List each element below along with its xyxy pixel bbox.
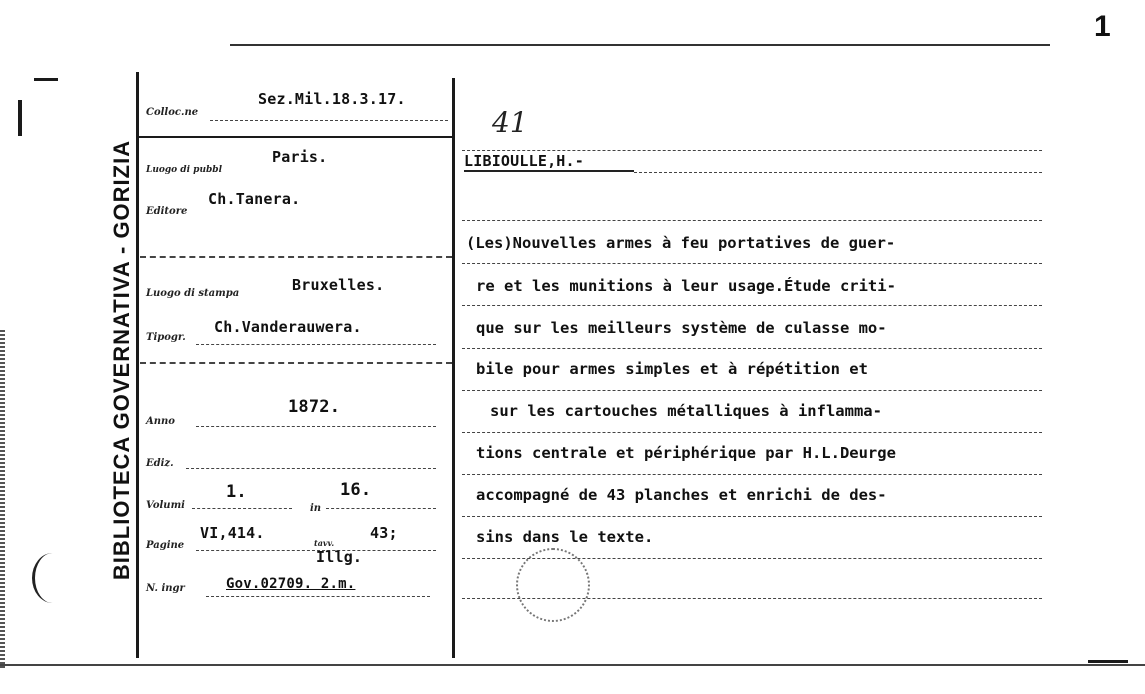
editore-label: Editore [146,206,188,217]
author-heading: LIBIOULLE,H.- [464,152,584,170]
left-bracket-mark [18,100,22,136]
title-line: accompagné de 43 planches et enrichi de des- [476,486,887,504]
title-line: (Les)Nouvelles armes à feu portatives de guer- [466,234,896,252]
title-line: bile pour armes simples et à répétition et [476,360,868,378]
pagine-value: VI,414. [200,524,265,542]
right-rule-11 [462,598,1042,599]
tipogr-label: Tipogr. [146,332,186,343]
right-rule-3 [462,263,1042,264]
bottom-edge-line [0,664,1145,666]
colloc-underline [210,120,448,121]
right-rule-7 [462,432,1042,433]
right-rule-1 [634,172,1042,173]
right-rule-6 [462,390,1042,391]
luogo-pubbl-label: Luogo di pubbl [146,165,222,175]
in-underline [326,508,436,509]
ediz-label: Ediz. [146,458,174,469]
title-line: sins dans le texte. [476,528,654,546]
editore-value: Ch.Tanera. [208,190,301,208]
luogo-stampa-value: Bruxelles. [292,276,385,294]
right-rule-4 [462,305,1042,306]
colloc-label: Colloc.ne [146,107,199,118]
title-line: re et les munitions à leur usage.Étude criti- [476,277,896,295]
anno-underline [196,426,436,427]
author-underline [464,170,634,172]
card-number: 41 [492,106,528,139]
left-margin-line [136,72,139,658]
n-ingr-value: Gov.02709. 2.m. [226,576,356,592]
right-rule-0 [462,150,1042,151]
top-edge-mark [34,78,58,81]
volumi-underline [192,508,292,509]
illustrations-value: Illg. [316,548,363,566]
volumi-value: 1. [226,482,247,502]
tavv-label: tavv. [314,538,335,548]
right-rule-10 [462,558,1042,559]
luogo-stampa-label: Luogo di stampa [146,288,240,299]
tipogr-value: Ch.Vanderauwera. [214,318,362,336]
ediz-underline [186,468,436,469]
right-rule-5 [462,348,1042,349]
column-divider [452,78,455,658]
right-rule-8 [462,474,1042,475]
luogo-pubbl-value: Paris. [272,148,328,166]
right-rule-9 [462,516,1042,517]
pagine-label: Pagine [146,540,185,551]
volumi-label: Volumi [146,500,185,511]
anno-label: Anno [146,416,175,427]
punch-hole-left [32,553,73,603]
tavv-value: 43; [370,524,398,542]
n-ingr-label: N. ingr [146,583,185,594]
n-ingr-underline [206,596,430,597]
tipogr-underline [196,344,436,345]
left-separator-1 [140,256,452,258]
title-line: que sur les meilleurs système de culasse mo- [476,319,887,337]
in-label: in [310,503,322,514]
page-number: 1 [1094,10,1111,43]
left-scan-edge [0,330,5,670]
punch-hole-center [516,548,590,622]
anno-value: 1872. [288,397,341,417]
colloc-value: Sez.Mil.18.3.17. [258,90,406,108]
in-value: 16. [340,480,372,500]
title-line: sur les cartouches métalliques à inflamma- [490,402,882,420]
library-stamp: BIBLIOTECA GOVERNATIVA - GORIZIA [109,139,134,581]
bottom-right-mark [1088,660,1128,663]
card-top-line [230,44,1050,46]
title-line: tions centrale et périphérique par H.L.Deurge [476,444,896,462]
left-separator-2 [140,362,452,364]
right-rule-2 [462,220,1042,221]
colloc-separator [138,136,454,138]
